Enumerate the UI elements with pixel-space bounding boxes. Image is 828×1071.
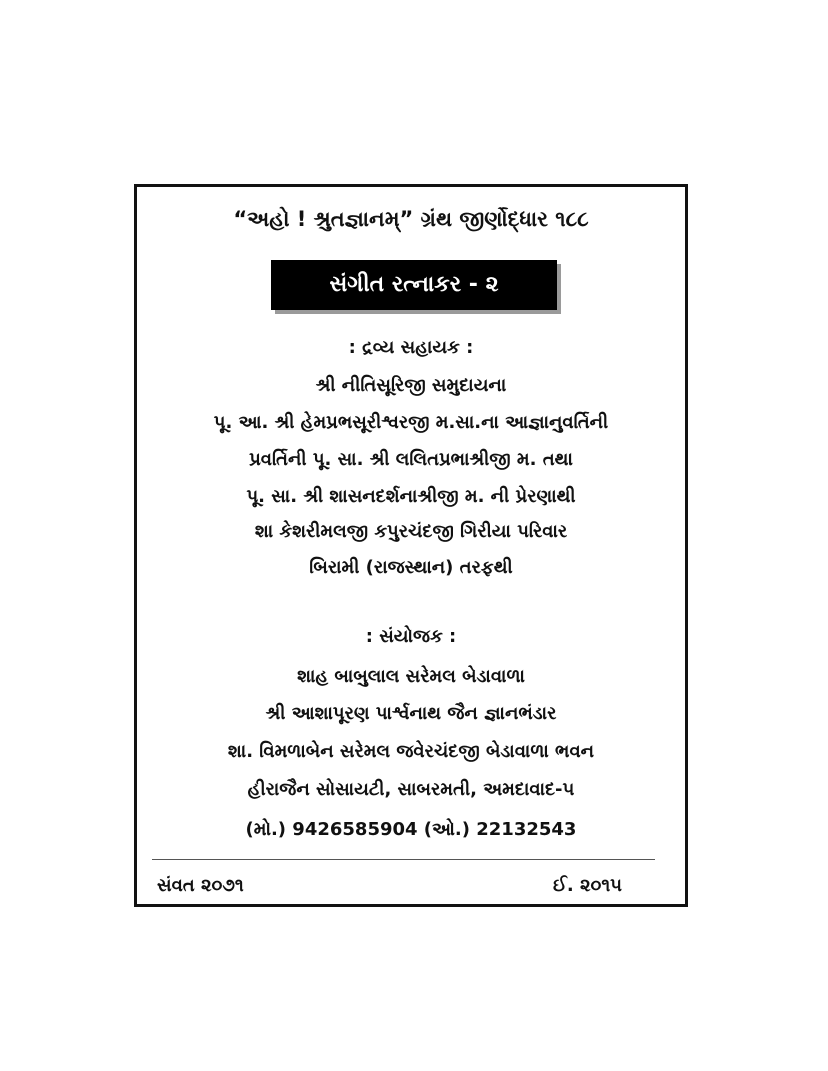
organizer-heading: : સંયોજક : — [365, 626, 457, 647]
sponsor-line: પૂ. સા. શ્રી શાસનદર્શનાશ્રીજી મ. ની પ્રેરણાથી — [246, 486, 576, 507]
organizer-line: હીરાજૈન સોસાયટી, સાબરમતી, અમદાવાદ-૫ — [247, 779, 575, 800]
contact-line: (મો.) 9426585904 (ઓ.) 22132543 — [245, 819, 577, 840]
title-page-frame — [134, 184, 688, 907]
series-title: “અહો ! શ્રુતજ્ઞાનમ્” ગ્રંથ જીર્ણોદ્ધાર ૧૮૮ — [233, 207, 589, 231]
sponsor-line: શ્રી નીતિસૂરિજી સમુદાયના — [315, 375, 507, 396]
organizer-line: શાહ બાબુલાલ સરેમલ બેડાવાળા — [297, 666, 525, 687]
book-title: સંગીત રત્નાકર - ૨ — [329, 272, 499, 297]
sponsor-line: શા કેશરીમલજી કપુરચંદજી ગિરીયા પરિવાર — [254, 521, 568, 542]
sponsor-line: બિરામી (રાજસ્થાન) તરફથી — [309, 557, 513, 578]
gregorian-year: ઈ. ૨૦૧૫ — [552, 875, 622, 896]
organizer-line: શા. વિમળાબેન સરેમલ જવેરચંદજી બેડાવાળા ભવન — [227, 741, 595, 762]
sponsor-line: પ્રવર્તિની પૂ. સા. શ્રી લલિતપ્રભાશ્રીજી મ. તથા — [249, 449, 573, 470]
sponsor-line: પૂ. આ. શ્રી હેમપ્રભસૂરીશ્વરજી મ.સા.ના આજ્ઞાનુવર્તિની — [213, 412, 609, 433]
samvat-year: સંવત ૨૦૭૧ — [157, 875, 244, 896]
book-title-box — [271, 260, 557, 310]
organizer-line: શ્રી આશાપૂરણ પાર્શ્વનાથ જૈન જ્ઞાનભંડાર — [265, 703, 557, 724]
footer-divider — [152, 859, 655, 860]
sponsor-heading: : દ્રવ્ય સહાયક : — [348, 337, 474, 358]
